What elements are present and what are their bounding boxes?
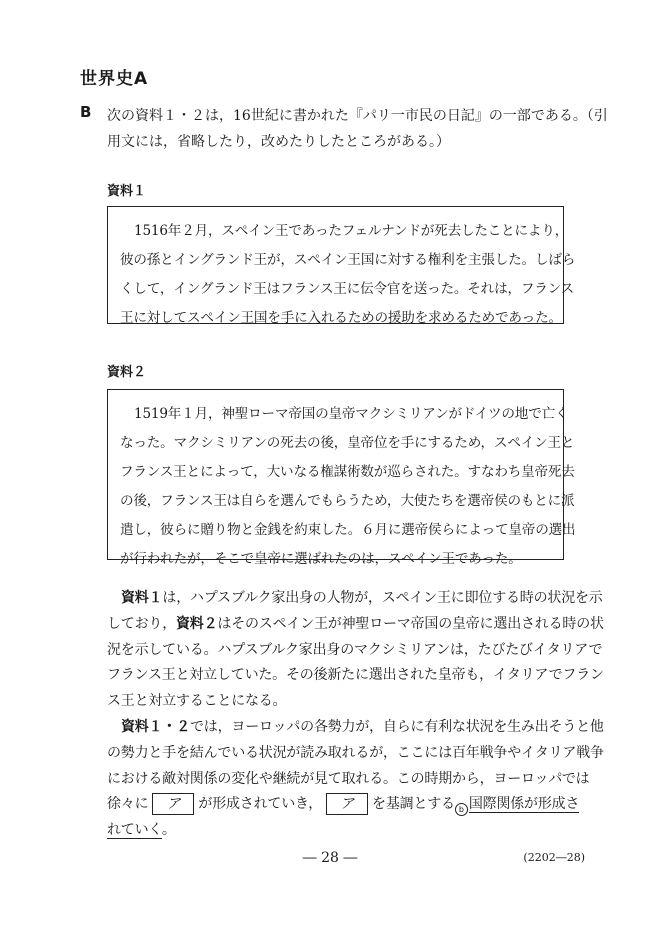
para-text: が形成されていき， (198, 796, 323, 813)
explanation-paragraph (107, 586, 604, 844)
source2-line: 遣し，彼らに贈り物と金銭を約束した。６月に選帝侯らによって皇帝の選出 (120, 522, 576, 538)
bold-ref: 資料１ (121, 590, 163, 606)
para-line: ス王と対立することになる。 (107, 693, 287, 710)
page-number: ― 28 ― (302, 850, 358, 866)
question-label: B (80, 103, 92, 121)
source1-line: 王に対してスペイン王国を手に入れるための援助を求めるためであった。 (120, 310, 562, 326)
para-line: 況を示している。ハプスブルク家出身のマクシミリアンは，たびたびイタリアで (107, 641, 603, 658)
intro-line: 次の資料１・２は，16世紀に書かれた『パリ一市民の日記』の一部である。（引 (107, 108, 608, 124)
exam-code: (2202―28) (523, 851, 585, 864)
underlined-text: 国際関係が形成さ (468, 796, 580, 813)
para-text: では，ヨーロッパの各勢力が，自らに有利な状況を生み出そうと他 (190, 718, 604, 735)
para-text: しており， (107, 615, 176, 632)
para-line (107, 715, 604, 741)
question-intro (107, 103, 608, 155)
para-text: 。 (161, 822, 176, 839)
source2-line: が行われたが，そこで皇帝に選ばれたのは，スペイン王であった。 (120, 551, 522, 567)
answer-blank-a: ア (326, 793, 368, 815)
para-line (107, 818, 577, 844)
source2-line: 1519年１月，神聖ローマ帝国の皇帝マクシミリアンがドイツの地で亡く (134, 406, 569, 422)
para-line (107, 792, 580, 818)
bold-ref: 資料１・２ (121, 718, 190, 735)
answer-blank-a: ア (152, 793, 194, 815)
source2-line: フランス王とによって，大いなる権謀術数が巡らされた。すなわち皇帝死去 (120, 464, 575, 480)
source2-label: 資料２ (107, 365, 147, 380)
source2-line: なった。マクシミリアンの死去の後，皇帝位を手にするため，スペイン王と (120, 435, 575, 451)
source2-box (107, 389, 576, 567)
para-line (107, 612, 604, 638)
source1-line: 1516年２月，スペイン王であったフェルナンドが死去したことにより， (134, 223, 569, 239)
intro-line: 用文には，省略したり，改めたりしたところがある。） (107, 134, 450, 150)
source1-line: 彼の孫とイングランド王が，スペイン王国に対する権利を主張した。しばら (120, 252, 576, 268)
circled-letter-marker: b (455, 803, 468, 816)
para-text: は，ハプスブルク家出身の人物が，スペイン王に即位する時の状況を示 (162, 590, 603, 606)
para-text: を基調とする (372, 796, 455, 813)
source1-line: くして，イングランド王はフランス王に伝令官を送った。それは，フランス (120, 281, 575, 297)
para-line: の勢力と手を結んでいる状況が読み取れるが，ここには百年戦争やイタリア戦争 (107, 744, 604, 761)
source1-box (107, 206, 576, 326)
section-title: 世界史A (80, 69, 149, 89)
source2-line: の後，フランス王は自らを選んでもらうため，大使たちを選帝侯のもとに派 (120, 493, 575, 509)
underlined-text: れていく (107, 822, 162, 839)
para-line: における敵対関係の変化や継続が見て取れる。この時期から，ヨーロッパでは (107, 770, 590, 787)
bold-ref: 資料２ (176, 615, 218, 632)
para-line: フランス王と対立していた。その後新たに選出された皇帝も，イタリアでフラン (107, 667, 604, 684)
source1-label: 資料１ (107, 184, 147, 199)
para-text: はそのスペイン王が神聖ローマ帝国の皇帝に選出される時の状 (217, 615, 604, 632)
para-line (107, 586, 603, 612)
para-text: 徐々に (107, 796, 149, 813)
